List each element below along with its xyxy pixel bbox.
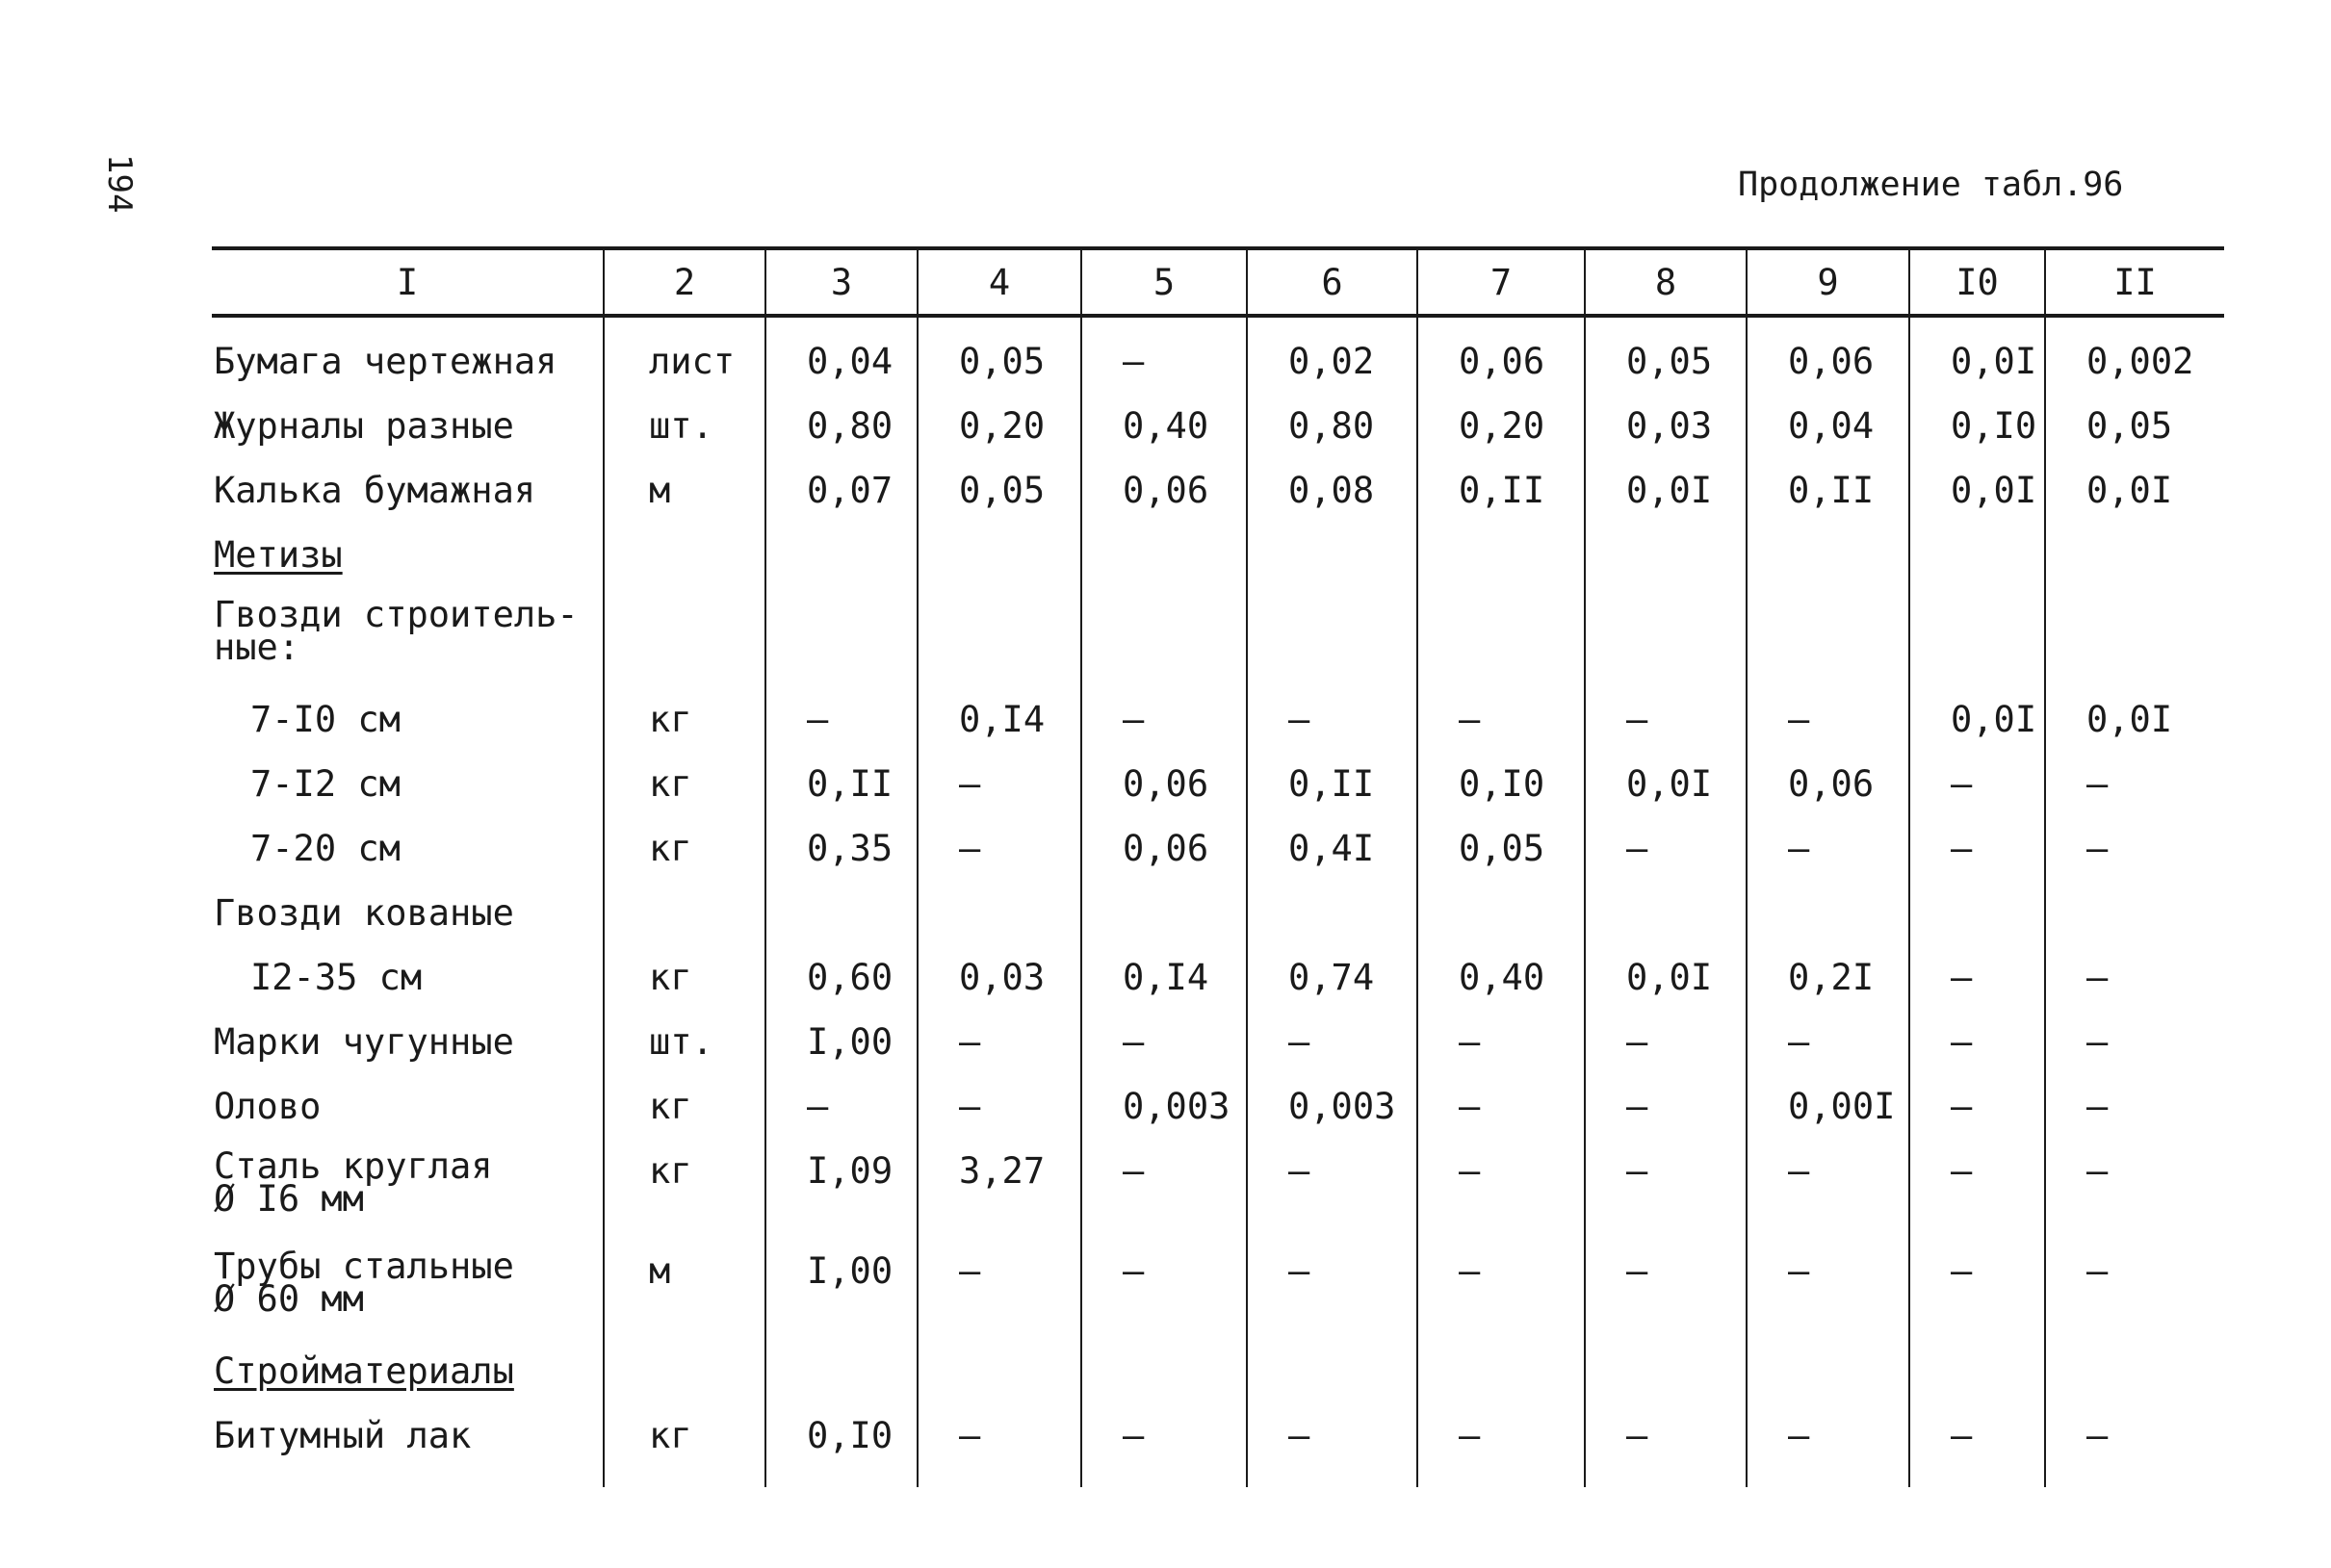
value-cell-col-5 [1081,881,1247,945]
value-cell-col-8 [1585,523,1747,587]
value-cell-col-11: – [2045,1403,2224,1487]
value-cell-col-5: – [1081,1239,1247,1339]
value-cell-col-5: 0,003 [1081,1074,1247,1139]
value-cell-col-5: 0,40 [1081,394,1247,458]
table-row [212,1403,2224,1487]
material-name: 7-I2 см [250,762,401,805]
value-cell-col-9 [1747,1339,1909,1403]
value-cell-col-11 [2045,881,2224,945]
unit-cell: кг [604,1403,765,1487]
unit-cell [604,881,765,945]
value-cell-col-5: 0,06 [1081,458,1247,523]
unit-cell: кг [604,816,765,881]
value-cell-col-6: 0,II [1247,752,1417,816]
material-name: 7-I0 см [250,698,401,740]
value-cell-col-4: 3,27 [918,1139,1081,1239]
value-cell-col-9: – [1747,1010,1909,1074]
value-cell-col-11: – [2045,1239,2224,1339]
value-cell-col-3: 0,04 [765,316,918,394]
column-header-9: 9 [1747,248,1909,316]
table-header-row [212,248,2224,316]
value-cell-col-9: – [1747,1403,1909,1487]
value-cell-col-8: – [1585,1239,1747,1339]
value-cell-col-11: – [2045,945,2224,1010]
value-cell-col-7: – [1417,1010,1585,1074]
unit-cell: шт. [604,394,765,458]
value-cell-col-4: 0,05 [918,316,1081,394]
value-cell-col-9: 0,06 [1747,316,1909,394]
value-cell-col-3: 0,I0 [765,1403,918,1487]
page-number: 194 [100,154,139,214]
value-cell-col-6: 0,08 [1247,458,1417,523]
value-cell-col-3: I,09 [765,1139,918,1239]
value-cell-col-6 [1247,881,1417,945]
value-cell-col-11: 0,0I [2045,458,2224,523]
table-row [212,687,2224,752]
value-cell-col-7: 0,II [1417,458,1585,523]
material-name: I2-35 см [250,956,423,998]
value-cell-col-7 [1417,523,1585,587]
value-cell-col-8: 0,0I [1585,458,1747,523]
value-cell-col-8: – [1585,1010,1747,1074]
table-row [212,458,2224,523]
value-cell-col-4: – [918,816,1081,881]
unit-cell: шт. [604,1010,765,1074]
value-cell-col-4 [918,523,1081,587]
table-row [212,1339,2224,1403]
table-row [212,1074,2224,1139]
value-cell-col-5: 0,06 [1081,816,1247,881]
value-cell-col-4: – [918,752,1081,816]
value-cell-col-9 [1747,881,1909,945]
value-cell-col-4: – [918,1403,1081,1487]
value-cell-col-7: 0,05 [1417,816,1585,881]
value-cell-col-5: – [1081,1403,1247,1487]
table-row [212,1010,2224,1074]
value-cell-col-4: – [918,1239,1081,1339]
value-cell-col-5: – [1081,1139,1247,1239]
column-header-6: 6 [1247,248,1417,316]
material-name: Марки чугунные [214,1020,514,1063]
value-cell-col-3: – [765,687,918,752]
value-cell-col-9 [1747,587,1909,687]
value-cell-col-7: 0,40 [1417,945,1585,1010]
value-cell-col-7: 0,06 [1417,316,1585,394]
value-cell-col-10: – [1909,1239,2045,1339]
value-cell-col-10: 0,0I [1909,687,2045,752]
value-cell-col-8: – [1585,1139,1747,1239]
value-cell-col-4 [918,1339,1081,1403]
value-cell-col-5: – [1081,687,1247,752]
materials-table [212,246,2224,1487]
unit-cell [604,1339,765,1403]
unit-cell: м [604,458,765,523]
unit-cell: кг [604,1074,765,1139]
value-cell-col-4: 0,I4 [918,687,1081,752]
value-cell-col-10: 0,0I [1909,316,2045,394]
value-cell-col-3 [765,1339,918,1403]
value-cell-col-7 [1417,881,1585,945]
unit-cell [604,587,765,687]
value-cell-col-8 [1585,587,1747,687]
value-cell-col-5 [1081,1339,1247,1403]
value-cell-col-5: – [1081,316,1247,394]
value-cell-col-6: – [1247,687,1417,752]
table-row [212,394,2224,458]
value-cell-col-8: 0,05 [1585,316,1747,394]
value-cell-col-6: 0,4I [1247,816,1417,881]
value-cell-col-6: 0,02 [1247,316,1417,394]
value-cell-col-9: 0,00I [1747,1074,1909,1139]
value-cell-col-11: 0,05 [2045,394,2224,458]
column-header-1: I [212,248,604,316]
value-cell-col-9 [1747,523,1909,587]
value-cell-col-11: – [2045,1074,2224,1139]
value-cell-col-10 [1909,1339,2045,1403]
value-cell-col-8: – [1585,1403,1747,1487]
column-header-4: 4 [918,248,1081,316]
value-cell-col-9: – [1747,687,1909,752]
value-cell-col-8: – [1585,687,1747,752]
table-row [212,1239,2224,1339]
table-row [212,752,2224,816]
value-cell-col-6: – [1247,1139,1417,1239]
value-cell-col-6 [1247,587,1417,687]
value-cell-col-7: 0,20 [1417,394,1585,458]
material-name: Бумага чертежная [214,340,557,382]
value-cell-col-7: 0,I0 [1417,752,1585,816]
value-cell-col-3 [765,587,918,687]
column-header-8: 8 [1585,248,1747,316]
value-cell-col-8: – [1585,816,1747,881]
value-cell-col-6: – [1247,1010,1417,1074]
unit-cell: лист [604,316,765,394]
value-cell-col-7: – [1417,687,1585,752]
value-cell-col-9: – [1747,816,1909,881]
table-row [212,1139,2224,1239]
value-cell-col-10: – [1909,752,2045,816]
value-cell-col-11: – [2045,816,2224,881]
value-cell-col-7: – [1417,1074,1585,1139]
value-cell-col-3: 0,07 [765,458,918,523]
unit-cell: кг [604,1139,765,1239]
value-cell-col-3: 0,60 [765,945,918,1010]
material-name: Журналы разные [214,404,514,447]
unit-cell: кг [604,687,765,752]
value-cell-col-11 [2045,1339,2224,1403]
column-header-2: 2 [604,248,765,316]
value-cell-col-4: 0,20 [918,394,1081,458]
value-cell-col-11: 0,002 [2045,316,2224,394]
value-cell-col-10: – [1909,1074,2045,1139]
value-cell-col-6: – [1247,1239,1417,1339]
value-cell-col-4 [918,881,1081,945]
material-name: Трубы стальные Ø 60 мм [214,1246,514,1320]
material-name: 7-20 см [250,827,401,869]
value-cell-col-4 [918,587,1081,687]
unit-cell: кг [604,945,765,1010]
value-cell-col-6: 0,74 [1247,945,1417,1010]
value-cell-col-4: – [918,1074,1081,1139]
value-cell-col-9: 0,2I [1747,945,1909,1010]
value-cell-col-7 [1417,1339,1585,1403]
section-heading: Метизы [214,533,343,576]
table-row [212,945,2224,1010]
value-cell-col-3: 0,80 [765,394,918,458]
column-header-3: 3 [765,248,918,316]
unit-cell [604,523,765,587]
value-cell-col-5: – [1081,1010,1247,1074]
material-name: Сталь круглая Ø I6 мм [214,1145,493,1220]
value-cell-col-3: 0,II [765,752,918,816]
value-cell-col-5 [1081,587,1247,687]
value-cell-col-9: – [1747,1139,1909,1239]
value-cell-col-5: 0,06 [1081,752,1247,816]
value-cell-col-11: 0,0I [2045,687,2224,752]
value-cell-col-11 [2045,587,2224,687]
value-cell-col-3: – [765,1074,918,1139]
value-cell-col-6: – [1247,1403,1417,1487]
value-cell-col-11: – [2045,752,2224,816]
unit-cell: кг [604,752,765,816]
value-cell-col-10: 0,I0 [1909,394,2045,458]
value-cell-col-5: 0,I4 [1081,945,1247,1010]
column-header-7: 7 [1417,248,1585,316]
value-cell-col-4: 0,03 [918,945,1081,1010]
value-cell-col-8 [1585,1339,1747,1403]
value-cell-col-9: 0,04 [1747,394,1909,458]
material-name: Гвозди строитель- ные: [214,594,579,668]
table-row [212,523,2224,587]
value-cell-col-10 [1909,523,2045,587]
value-cell-col-11: – [2045,1010,2224,1074]
value-cell-col-11: – [2045,1139,2224,1239]
column-header-5: 5 [1081,248,1247,316]
value-cell-col-8: 0,0I [1585,945,1747,1010]
value-cell-col-10: – [1909,945,2045,1010]
material-name: Олово [214,1085,322,1127]
unit-cell: м [604,1239,765,1339]
column-header-10: I0 [1909,248,2045,316]
materials-table-container [212,246,2224,1487]
value-cell-col-3: 0,35 [765,816,918,881]
value-cell-col-10: – [1909,1010,2045,1074]
value-cell-col-10: 0,0I [1909,458,2045,523]
table-body [212,316,2224,1487]
value-cell-col-8 [1585,881,1747,945]
material-name: Калька бумажная [214,469,536,511]
value-cell-col-4: – [918,1010,1081,1074]
value-cell-col-7: – [1417,1239,1585,1339]
value-cell-col-6: 0,80 [1247,394,1417,458]
table-row [212,587,2224,687]
table-caption: Продолжение табл.96 [1738,166,2124,204]
value-cell-col-3 [765,523,918,587]
table-row [212,881,2224,945]
table-row [212,316,2224,394]
value-cell-col-9: – [1747,1239,1909,1339]
value-cell-col-5 [1081,523,1247,587]
value-cell-col-10 [1909,881,2045,945]
material-name: Гвозди кованые [214,891,514,934]
value-cell-col-7 [1417,587,1585,687]
value-cell-col-3 [765,881,918,945]
value-cell-col-6 [1247,523,1417,587]
value-cell-col-7: – [1417,1139,1585,1239]
value-cell-col-3: I,00 [765,1239,918,1339]
value-cell-col-6 [1247,1339,1417,1403]
value-cell-col-10: – [1909,1403,2045,1487]
value-cell-col-8: 0,0I [1585,752,1747,816]
value-cell-col-8: 0,03 [1585,394,1747,458]
value-cell-col-9: 0,06 [1747,752,1909,816]
section-heading: Стройматериалы [214,1350,514,1392]
value-cell-col-4: 0,05 [918,458,1081,523]
column-header-11: II [2045,248,2224,316]
value-cell-col-11 [2045,523,2224,587]
value-cell-col-10: – [1909,1139,2045,1239]
value-cell-col-7: – [1417,1403,1585,1487]
value-cell-col-3: I,00 [765,1010,918,1074]
value-cell-col-9: 0,II [1747,458,1909,523]
value-cell-col-10: – [1909,816,2045,881]
value-cell-col-8: – [1585,1074,1747,1139]
value-cell-col-10 [1909,587,2045,687]
material-name: Битумный лак [214,1414,472,1456]
value-cell-col-6: 0,003 [1247,1074,1417,1139]
table-row [212,816,2224,881]
